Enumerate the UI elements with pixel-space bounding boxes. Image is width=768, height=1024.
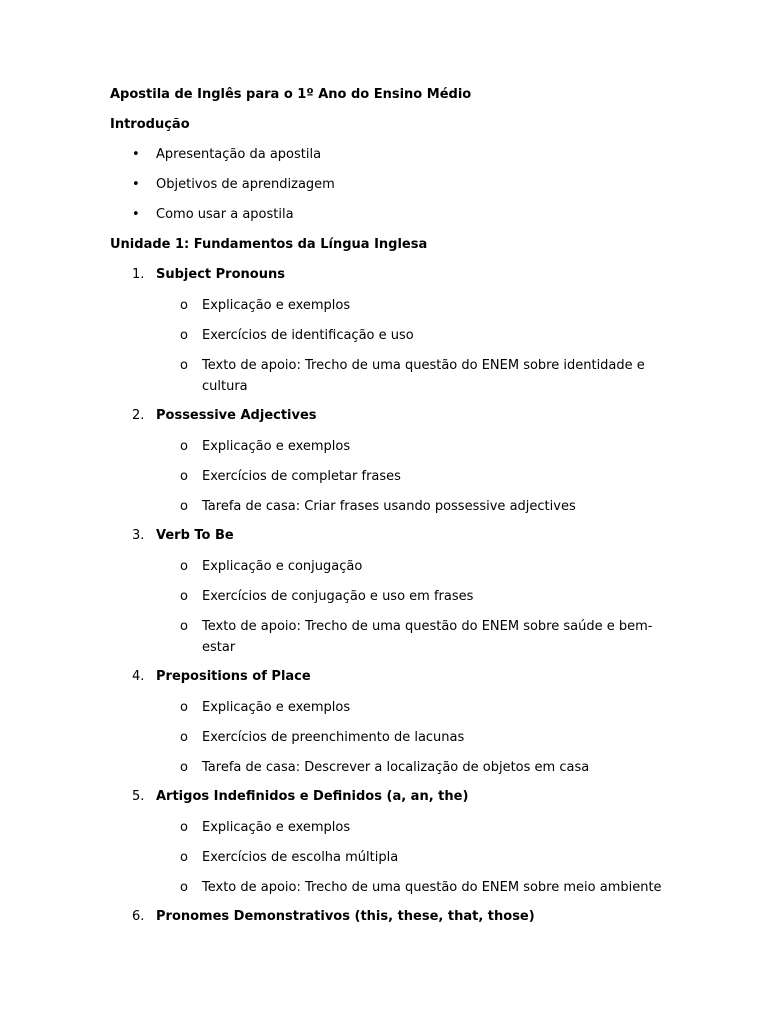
sub-marker: o: [180, 760, 188, 775]
unit-item-4: [110, 667, 670, 778]
sub-list: [110, 295, 670, 397]
unit-item-title: 4. Prepositions of Place: [110, 667, 670, 687]
unit-heading: Unidade 1: Fundamentos da Língua Inglesa: [110, 237, 428, 252]
bullet-marker: •: [132, 147, 140, 162]
sub-marker: o: [180, 358, 188, 373]
unit-item-title: 2. Possessive Adjectives: [110, 406, 670, 426]
intro-heading: Introdução: [110, 117, 190, 132]
sub-marker: o: [180, 298, 188, 313]
unit-item-5: [110, 787, 670, 898]
sub-item: o Explicação e exemplos: [110, 697, 670, 718]
sub-item: o Explicação e conjugação: [110, 556, 670, 577]
unit-item-title: 5. Artigos Indefinidos e Definidos (a, an, the): [110, 787, 670, 807]
sub-marker: o: [180, 589, 188, 604]
list-item: [110, 175, 670, 195]
list-item: [110, 205, 670, 225]
sub-item: o Texto de apoio: Trecho de uma questão do ENEM sobre identidade e cultura: [110, 355, 670, 397]
sub-marker: o: [180, 559, 188, 574]
intro-list: [110, 145, 670, 225]
item-number: 2.: [132, 408, 145, 423]
document-body: [110, 85, 670, 937]
sub-marker: o: [180, 880, 188, 895]
item-number: 5.: [132, 789, 145, 804]
unit-item-title: 6. Pronomes Demonstrativos (this, these, that, those): [110, 907, 670, 927]
sub-marker: o: [180, 499, 188, 514]
unit-item-3: [110, 526, 670, 658]
sub-item: o Tarefa de casa: Descrever a localização de objetos em casa: [110, 757, 670, 778]
sub-item: o Explicação e exemplos: [110, 817, 670, 838]
item-number: 4.: [132, 669, 145, 684]
sub-item: o Texto de apoio: Trecho de uma questão do ENEM sobre meio ambiente: [110, 877, 670, 898]
sub-item: o Exercícios de escolha múltipla: [110, 847, 670, 868]
sub-marker: o: [180, 730, 188, 745]
sub-marker: o: [180, 820, 188, 835]
sub-marker: o: [180, 439, 188, 454]
sub-list: [110, 697, 670, 778]
sub-marker: o: [180, 619, 188, 634]
sub-marker: o: [180, 328, 188, 343]
sub-list: [110, 817, 670, 898]
sub-item: o Exercícios de identificação e uso: [110, 325, 670, 346]
sub-item: o Exercícios de preenchimento de lacunas: [110, 727, 670, 748]
sub-item: o Tarefa de casa: Criar frases usando possessive adjectives: [110, 496, 670, 517]
item-number: 3.: [132, 528, 145, 543]
sub-item: o Texto de apoio: Trecho de uma questão do ENEM sobre saúde e bem-estar: [110, 616, 670, 658]
sub-marker: o: [180, 850, 188, 865]
list-item: [110, 145, 670, 165]
sub-marker: o: [180, 469, 188, 484]
sub-item: o Explicação e exemplos: [110, 295, 670, 316]
sub-marker: o: [180, 700, 188, 715]
bullet-marker: •: [132, 207, 140, 222]
list-item-text: Objetivos de aprendizagem: [156, 177, 335, 192]
document-title: Apostila de Inglês para o 1º Ano do Ensino Médio: [110, 87, 472, 102]
item-number: 1.: [132, 267, 145, 282]
sub-item: o Exercícios de conjugação e uso em frases: [110, 586, 670, 607]
sub-item: o Explicação e exemplos: [110, 436, 670, 457]
list-item-text: Apresentação da apostila: [156, 147, 322, 162]
list-item-text: Como usar a apostila: [156, 207, 294, 222]
sub-list: [110, 556, 670, 658]
item-number: 6.: [132, 909, 145, 924]
unit-item-1: [110, 265, 670, 397]
unit-item-title: 3. Verb To Be: [110, 526, 670, 546]
sub-list: [110, 436, 670, 517]
sub-item: o Exercícios de completar frases: [110, 466, 670, 487]
bullet-marker: •: [132, 177, 140, 192]
unit-item-6: [110, 907, 670, 927]
unit-item-title: 1. Subject Pronouns: [110, 265, 670, 285]
unit-item-2: [110, 406, 670, 517]
